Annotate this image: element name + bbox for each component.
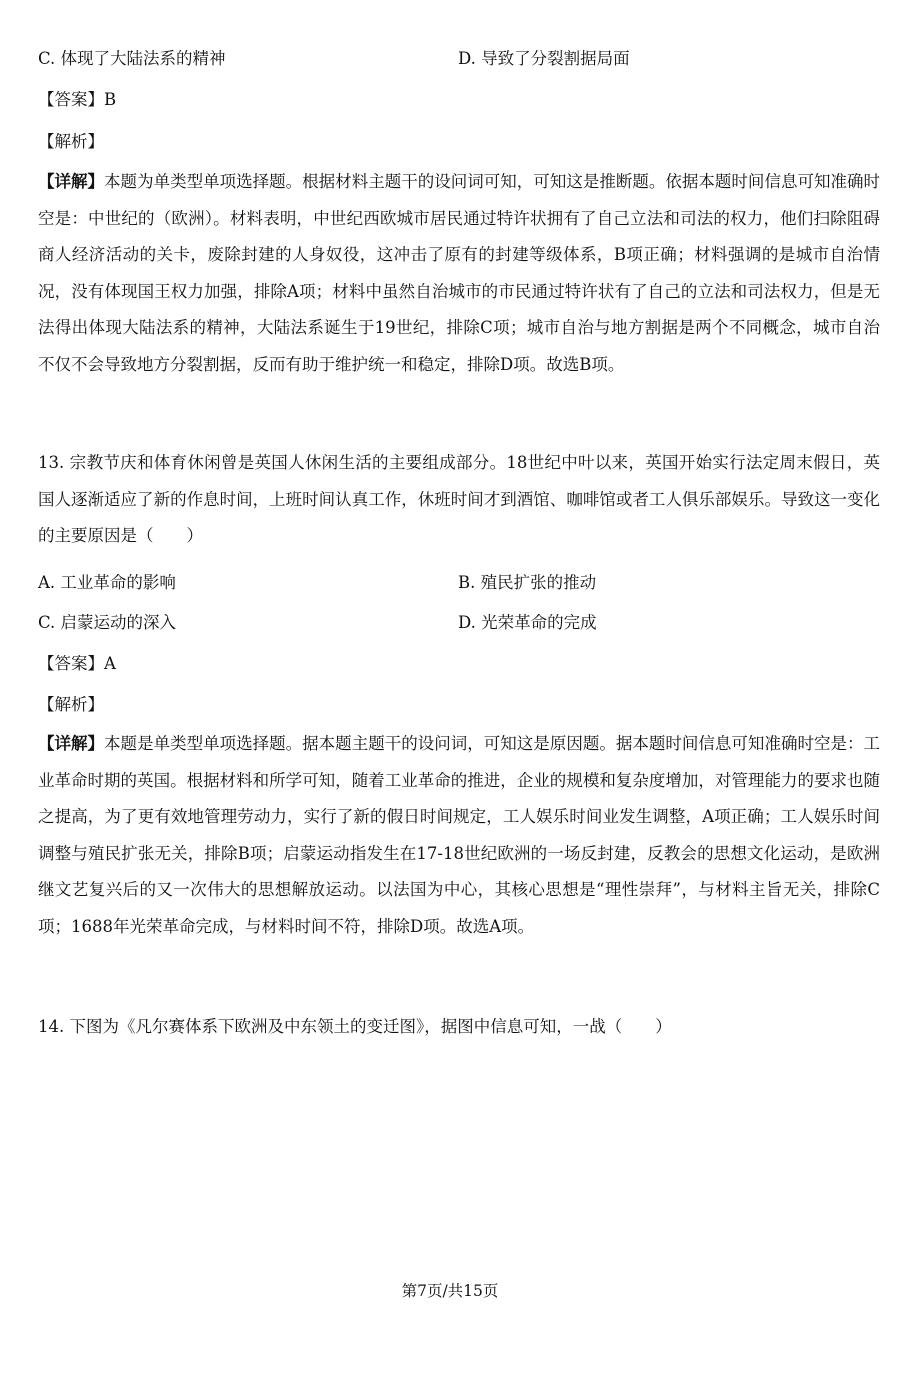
- q13-detail: [38, 726, 880, 946]
- q12-option-d: D. 导致了分裂割据局面: [458, 49, 630, 68]
- q13-detail-label: 【详解】: [38, 734, 105, 753]
- q13-option-d: D. 光荣革命的完成: [458, 613, 597, 632]
- q12-detail: [38, 164, 880, 384]
- page-number: 第7页/共15页: [401, 1282, 499, 1300]
- q12-detail-label: 【详解】: [38, 172, 105, 191]
- q13-option-b: B. 殖民扩张的推动: [458, 573, 597, 592]
- q14-stem: 14. 下图为《凡尔赛体系下欧洲及中东领土的变迁图》，据图中信息可知，一战（ ）: [38, 1017, 672, 1036]
- q12-answer: 【答案】B: [38, 90, 117, 109]
- q13-option-a: A. 工业革命的影响: [38, 573, 176, 592]
- q12-option-c: C. 体现了大陆法系的精神: [38, 49, 226, 68]
- q13-detail-text: 本题是单类型单项选择题。据本题主题干的设问词，可知这是原因题。据本题时间信息可知准确时空是：工业革命时期的英国。根据材料和所学可知，随着工业革命的推进，企业的规模和复杂度增加，对管理能力的要求也随之提高，为了更有效地管理劳动力，实行了新的假日时间规定，工人娱乐时间业发生调整，A项正确；工人娱乐时间调整与殖民扩张无关，排除B项；启蒙运动指发生在17-18世纪欧洲的一场反封建，反教会的思想文化运动，是欧洲继文艺复兴后的又一次伟大的思想解放运动。以法国为中心，其核心思想是“理性崇拜”，与材料主旨无关，排除C项；1688年光荣革命完成，与材料时间不符，排除D项。故选A项。: [38, 734, 881, 936]
- q12-analysis-label: 【解析】: [38, 132, 104, 151]
- q13-stem: 13. 宗教节庆和体育休闲曾是英国人休闲生活的主要组成部分。18世纪中叶以来，英国开始实行法定周末假日，英国人逐渐适应了新的作息时间，上班时间认真工作，休班时间才到酒馆、咖啡馆或者工人俱乐部娱乐。导致这一变化的主要原因是（ ）: [38, 453, 880, 546]
- q13-option-c: C. 启蒙运动的深入: [38, 613, 177, 632]
- q12-detail-text: 本题为单类型单项选择题。根据材料主题干的设问词可知，可知这是推断题。依据本题时间信息可知准确时空是：中世纪的（欧洲）。材料表明，中世纪西欧城市居民通过特许状拥有了自己立法和司法的权力，他们扫除阻碍商人经济活动的关卡，废除封建的人身奴役，这冲击了原有的封建等级体系，B项正确；材料强调的是城市自治情况，没有体现国王权力加强，排除A项；材料中虽然自治城市的市民通过特许状有了自己的立法和司法权力，但是无法得出体现大陆法系的精神，大陆法系诞生于19世纪，排除C项；城市自治与地方割据是两个不同概念，城市自治不仅不会导致地方分裂割据，反而有助于维护统一和稳定，排除D项。故选B项。: [38, 172, 881, 374]
- q13-analysis-label: 【解析】: [38, 695, 104, 714]
- q13-answer: 【答案】A: [38, 654, 116, 673]
